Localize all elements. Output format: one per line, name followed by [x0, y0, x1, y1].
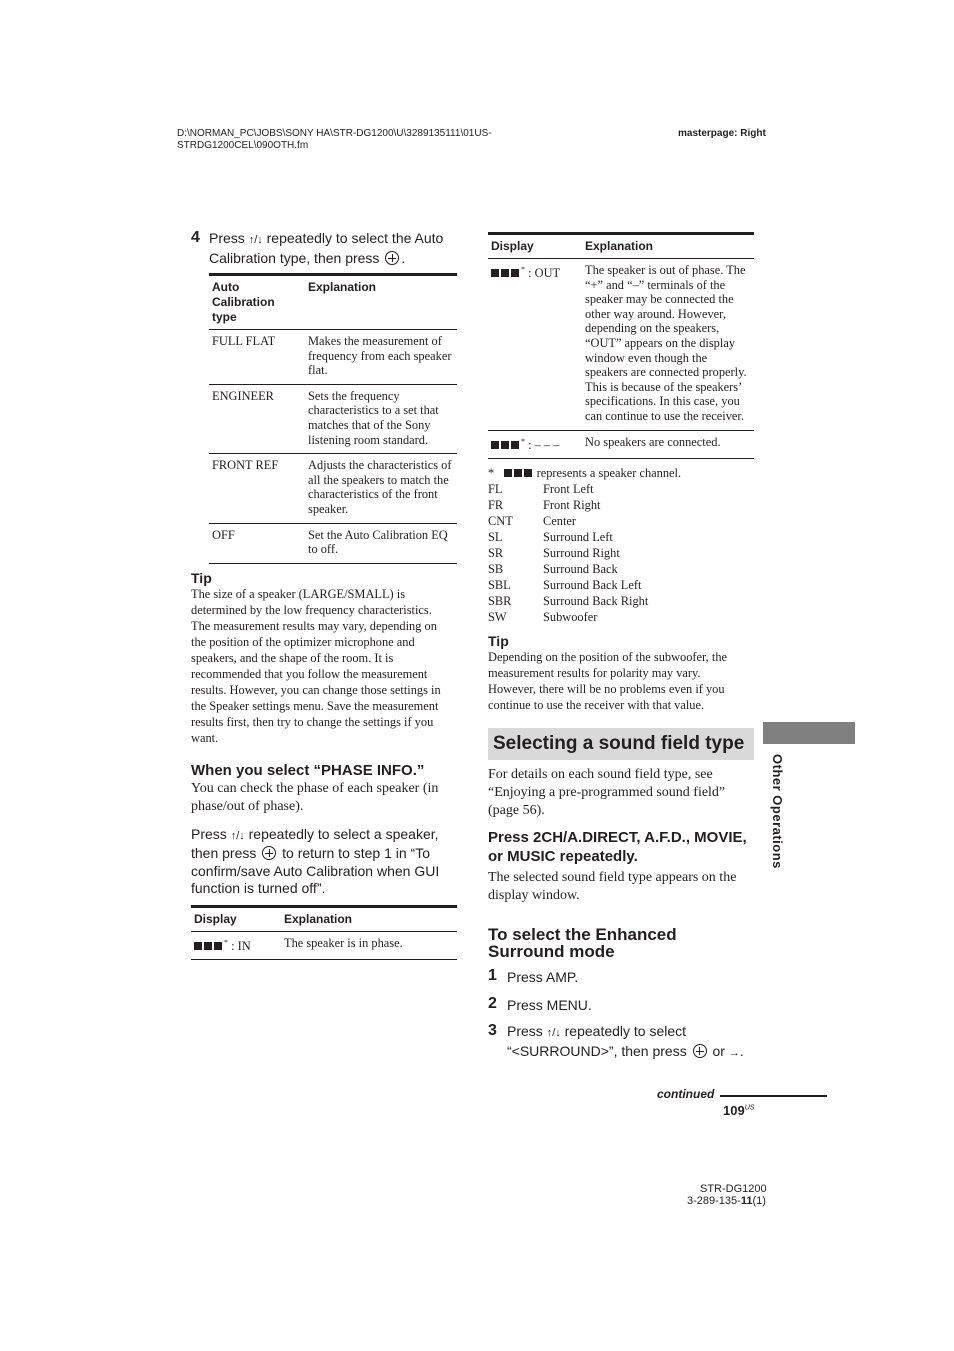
table-cell: No speakers are connected.	[582, 430, 754, 459]
display-value: : OUT	[525, 266, 561, 281]
continued-label: continued	[657, 1087, 715, 1101]
table-cell	[191, 931, 281, 960]
table-header-cell: Explanation	[585, 239, 654, 253]
speaker-block-icon	[524, 469, 532, 477]
heading-line: To select the Enhanced	[488, 925, 677, 944]
up-down-arrow-icon: ↑/↓	[546, 1027, 561, 1039]
channel-abbreviation: SB	[488, 562, 504, 577]
list-item	[488, 593, 648, 609]
table-header-row	[191, 906, 457, 931]
channel-abbreviation: SW	[488, 610, 507, 625]
speaker-block-icon	[204, 942, 212, 950]
channel-name: Surround Left	[543, 530, 613, 545]
calibration-type-table	[209, 273, 457, 564]
phase-info-instructions	[191, 826, 459, 898]
list-item	[488, 609, 648, 625]
step-number: 3	[488, 1022, 497, 1039]
sidebar-tab	[763, 722, 855, 744]
speaker-block-icon	[194, 942, 202, 950]
table-row	[191, 931, 457, 960]
table-cell: FULL FLAT	[209, 330, 305, 385]
instruction-part: Press	[191, 825, 231, 842]
list-item	[488, 545, 648, 561]
asterisk-mark: *	[224, 937, 228, 947]
step-4-text	[209, 229, 461, 267]
enter-button-icon	[385, 251, 399, 265]
channel-abbreviation: CNT	[488, 514, 513, 529]
step-number: 1	[488, 967, 497, 984]
sidebar-label: Other Operations	[770, 754, 785, 869]
step-text: Press MENU.	[507, 997, 592, 1013]
table-row	[209, 384, 457, 453]
phase-info-intro: You can check the phase of each speaker (in phase/out of phase).	[191, 780, 439, 814]
list-item	[488, 513, 648, 529]
step-text-part: repeatedly to select	[560, 1023, 687, 1039]
table-header-cell: Display	[491, 239, 534, 253]
channel-name: Surround Back Right	[543, 594, 649, 609]
table-cell	[488, 259, 582, 431]
code-part: (1)	[752, 1195, 766, 1207]
table-cell: ENGINEER	[209, 384, 305, 453]
step-text-part: Calibration type, then press	[209, 250, 384, 266]
left-column	[191, 229, 461, 960]
channel-name: Front Right	[543, 498, 601, 513]
press-instruction-heading: Press 2CH/A.DIRECT, A.F.D., MOVIE, or MUSIC repeatedly.	[488, 829, 747, 865]
masterpage-label: masterpage: Right	[678, 128, 766, 139]
speaker-block-icon	[511, 269, 519, 277]
step-number: 4	[191, 229, 200, 246]
list-item	[488, 529, 648, 545]
phase-out-table	[488, 232, 754, 459]
table-cell	[488, 430, 582, 459]
display-value: : – – –	[525, 437, 560, 452]
heading-line: Surround mode	[488, 942, 615, 961]
table-row	[209, 454, 457, 523]
channel-abbreviation-list	[488, 481, 648, 625]
tip-body: Depending on the position of the subwoofer, the measurement results for polarity may vary. However, there will be no problems even if you continue to use the receiver with that value.	[488, 650, 728, 713]
list-item	[488, 497, 648, 513]
table-cell: OFF	[209, 523, 305, 563]
asterisk-mark: *	[521, 265, 525, 274]
model-code	[687, 1183, 767, 1207]
model-name: STR-DG1200	[700, 1183, 767, 1195]
page-suffix: US	[744, 1104, 755, 1112]
speaker-block-icon	[491, 269, 499, 277]
table-row	[488, 259, 754, 431]
speaker-block-icon	[214, 942, 222, 950]
table-row	[209, 330, 457, 385]
channel-name: Surround Back Left	[543, 578, 642, 593]
channel-abbreviation: FL	[488, 482, 503, 497]
step-text-part: repeatedly to select the Auto	[262, 230, 444, 246]
speaker-block-icon	[514, 469, 522, 477]
up-down-arrow-icon: ↑/↓	[248, 234, 263, 246]
step-text-part: .	[739, 1043, 744, 1059]
page-number-value: 109	[723, 1103, 745, 1118]
channel-abbreviation: SL	[488, 530, 503, 545]
table-row	[209, 523, 457, 563]
table-header-row	[209, 275, 457, 330]
table-cell: Set the Auto Calibration EQ to off.	[305, 523, 457, 563]
table-header-cell: Auto Calibration type	[212, 280, 275, 324]
enhanced-steps	[488, 967, 756, 1062]
file-path-line1: D:\NORMAN_PC\JOBS\SONY HA\STR-DG1200\U\3289135111\01US-	[177, 128, 492, 139]
step-text-part: or	[708, 1043, 729, 1059]
instruction-part: repeatedly to select a speaker, then press	[191, 825, 439, 862]
section-banner	[488, 728, 754, 760]
list-item	[488, 481, 648, 497]
display-value: : IN	[228, 938, 251, 953]
tip-heading: Tip	[191, 569, 212, 586]
channel-abbreviation: FR	[488, 498, 504, 513]
file-path	[177, 128, 492, 152]
code-part: 3-289-135-	[687, 1195, 741, 1207]
asterisk-mark: *	[521, 436, 525, 446]
channel-name: Surround Back	[543, 562, 618, 577]
channel-name: Center	[543, 514, 577, 529]
speaker-block-icon	[491, 441, 499, 449]
table-cell: Sets the frequency characteristics to a set that matches that of the Sony listening room standard.	[305, 384, 457, 453]
step-3	[488, 1022, 756, 1062]
channel-name: Front Left	[543, 482, 594, 497]
list-item	[488, 561, 648, 577]
tip-heading: Tip	[488, 633, 509, 650]
table-cell: The speaker is out of phase. The “+” and “–” terminals of the speaker may be connected the other way around. However, depending on the speakers, “OUT” appears on the display window even though the speakers are connected properly. This is because of the speakers’ specifications. In this case, you can continue to use the receiver.	[582, 259, 754, 431]
table-header-cell: Explanation	[284, 911, 353, 926]
instruction-part: to return to step 1 in “To confirm/save Auto Calibration when GUI function is turned off”.	[191, 845, 440, 897]
list-item	[488, 577, 648, 593]
table-row	[488, 430, 754, 459]
enter-button-icon	[262, 846, 276, 860]
part-code	[687, 1195, 767, 1207]
step-1	[488, 967, 756, 995]
phase-info-heading: When you select “PHASE INFO.”	[191, 761, 425, 779]
table-cell: Adjusts the characteristics of all the speakers to match the characteristics of the front speaker.	[305, 454, 457, 523]
table-cell: FRONT REF	[209, 454, 305, 523]
phase-in-table	[191, 905, 457, 961]
step-text-part: Press	[507, 1023, 547, 1039]
right-arrow-icon: →	[728, 1047, 740, 1059]
step-3-text	[507, 1022, 756, 1062]
footnote-text: represents a speaker channel.	[533, 466, 682, 481]
continued-rule	[720, 1095, 827, 1097]
step-2	[488, 995, 756, 1022]
step-text-part: .	[401, 250, 406, 266]
step-text-part: “<SURROUND>”, then press	[507, 1043, 691, 1059]
table-header-cell: Explanation	[308, 280, 377, 294]
channel-abbreviation: SBR	[488, 594, 512, 609]
section-title: Selecting a sound field type	[493, 733, 745, 754]
step-text-part: Press	[209, 230, 249, 246]
channel-name: Surround Right	[543, 546, 620, 561]
table-header-cell: Display	[194, 911, 237, 926]
speaker-block-icon	[501, 441, 509, 449]
file-path-line2: STRDG1200CEL\090OTH.fm	[177, 140, 309, 151]
section-intro: For details on each sound field type, see “Enjoying a pre-programmed sound field” (page 56).	[488, 767, 726, 818]
table-header-row	[488, 234, 754, 259]
step-number: 2	[488, 995, 497, 1012]
speaker-block-icon	[504, 469, 512, 477]
table-cell: Makes the measurement of frequency from each speaker flat.	[305, 330, 457, 385]
speaker-block-icon	[501, 269, 509, 277]
right-column	[488, 232, 756, 713]
enter-button-icon	[693, 1044, 707, 1058]
speaker-block-icon	[511, 441, 519, 449]
channel-abbreviation: SBL	[488, 578, 511, 593]
channel-name: Subwoofer	[543, 610, 598, 625]
enhanced-surround-heading	[488, 926, 756, 960]
code-part: 11	[740, 1195, 753, 1207]
page-number	[723, 1103, 754, 1118]
sound-field-section	[488, 766, 756, 905]
footnote	[488, 465, 756, 481]
channel-abbreviation: SR	[488, 546, 504, 561]
tip-body: The size of a speaker (LARGE/SMALL) is determined by the low frequency characteristics. The measurement results may vary, depending on the position of the optimizer microphone and speakers, and the shape of the room. It is recommended that you follow the measurement results. However, you can change those settings in the Speaker settings menu. Save the measurement results first, then try to change the settings if you want.	[191, 586, 441, 745]
asterisk-mark: *	[488, 466, 495, 481]
table-cell: The speaker is in phase.	[281, 931, 457, 960]
press-instruction-body: The selected sound field type appears on the display window.	[488, 870, 737, 903]
up-down-arrow-icon: ↑/↓	[230, 829, 245, 842]
step-4	[191, 229, 461, 267]
step-text: Press AMP.	[507, 969, 579, 985]
